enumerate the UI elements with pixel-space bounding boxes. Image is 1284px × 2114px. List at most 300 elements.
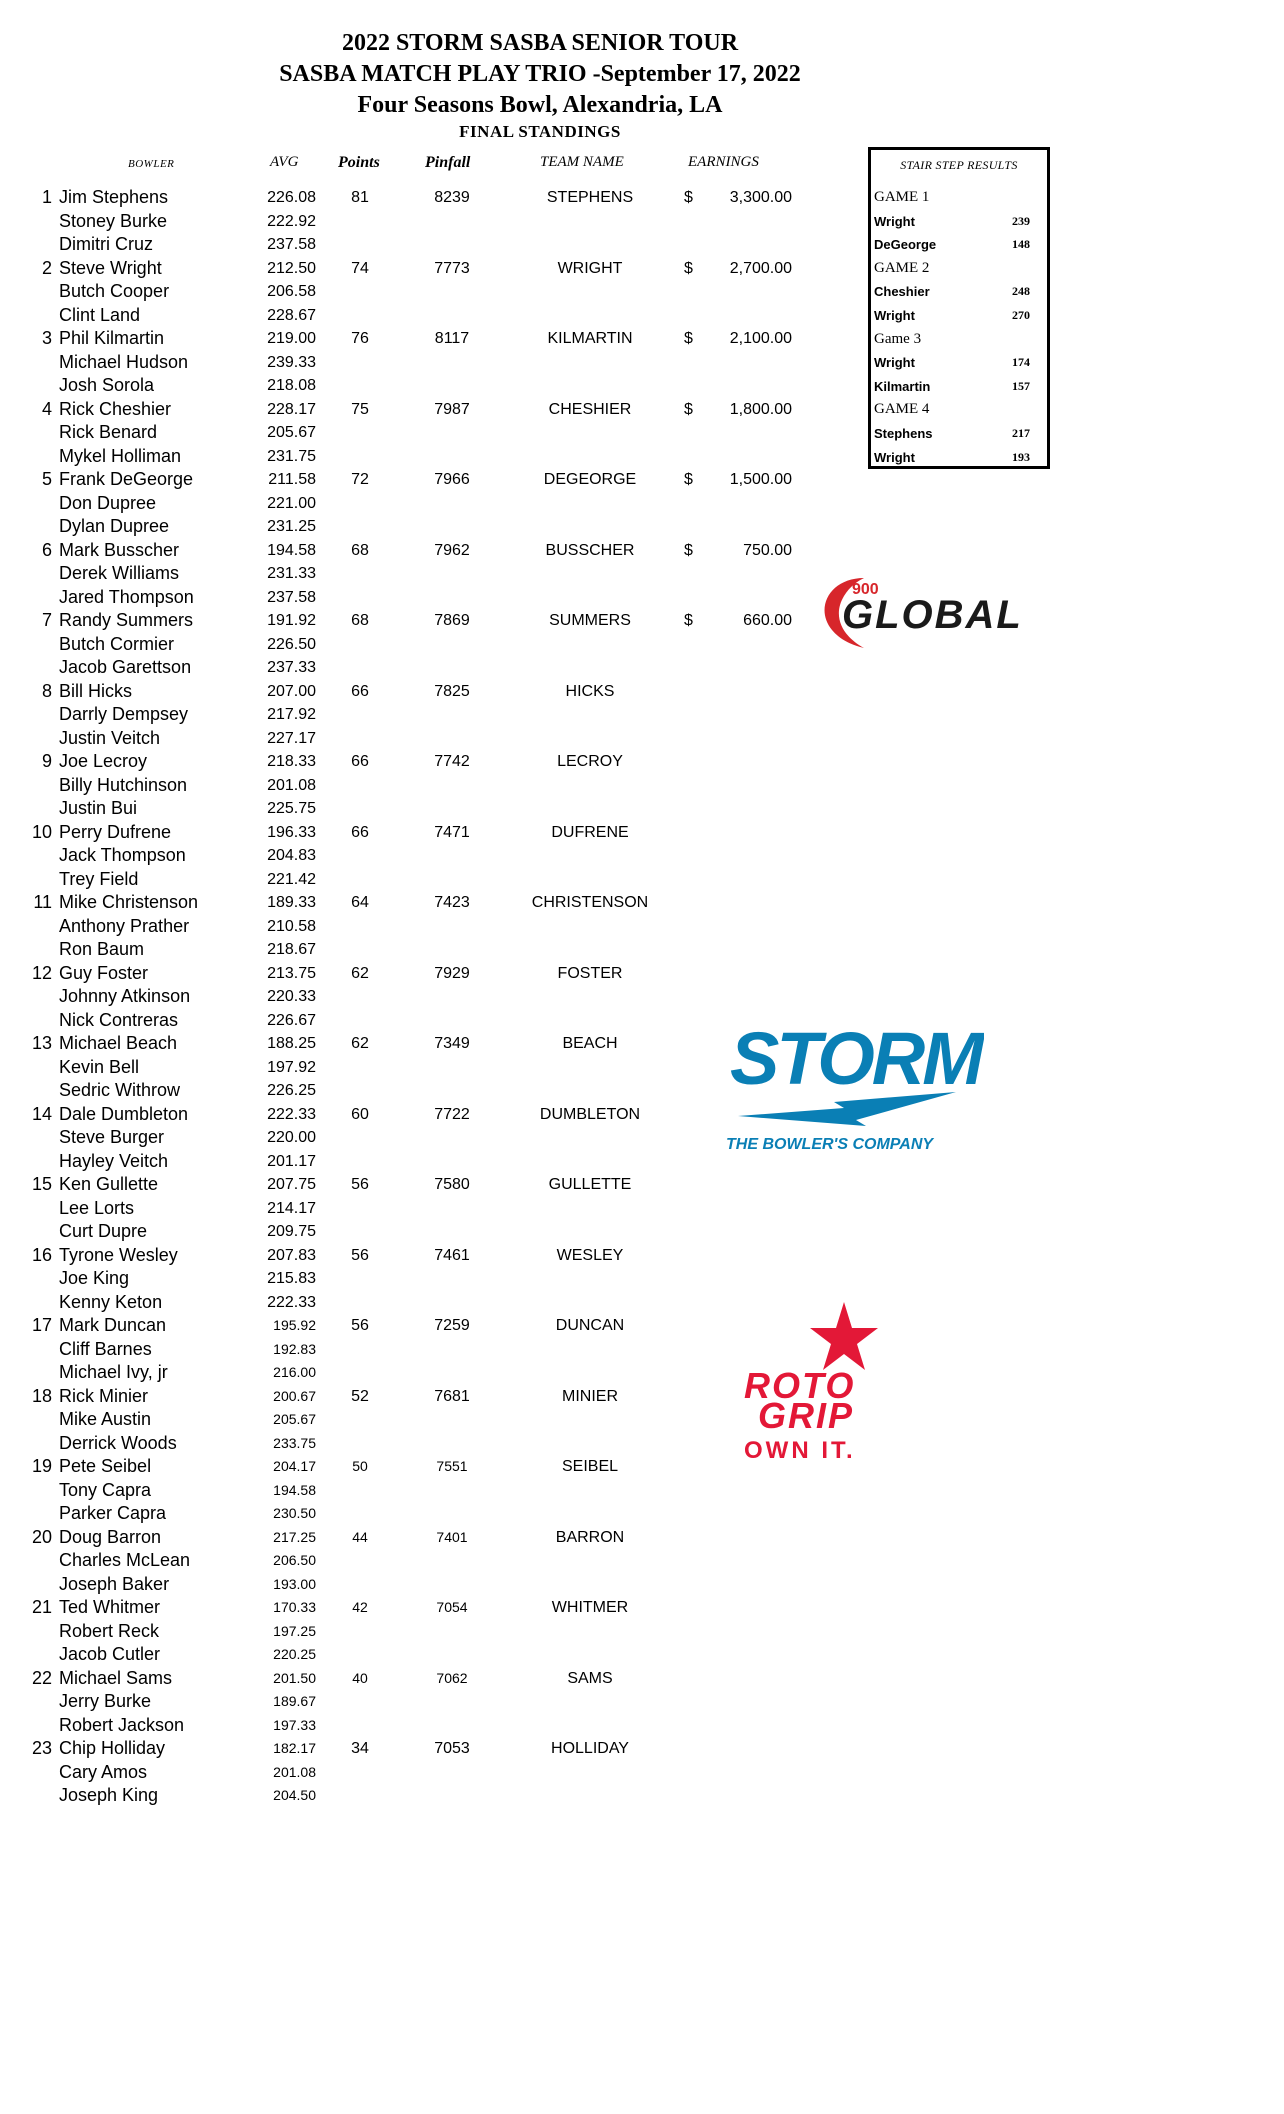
stair-game-score: 157 [1012, 378, 1030, 393]
table-row [0, 1056, 800, 1080]
stair-score-row [871, 446, 1047, 470]
header-points: Points [338, 154, 380, 171]
row-rank: 2 [41, 257, 52, 278]
bowler-average: 222.92 [267, 212, 316, 230]
bowler-average: 226.25 [267, 1082, 316, 1099]
team-name: LECROY [557, 753, 623, 770]
bowler-average: 212.50 [267, 259, 316, 277]
stair-game-label: GAME 2 [874, 259, 930, 276]
stair-score-row [871, 210, 1047, 234]
row-rank: 16 [31, 1244, 52, 1265]
table-row [0, 1784, 800, 1808]
row-rank: 23 [31, 1738, 52, 1758]
table-row [0, 374, 800, 398]
bowler-name: Joseph Baker [59, 1573, 170, 1594]
team-name: FOSTER [557, 964, 623, 982]
bowler-name: Ken Gullette [59, 1174, 159, 1194]
table-row [0, 304, 800, 328]
table-row [0, 515, 800, 539]
bowler-name: Sedric Withrow [59, 1080, 181, 1100]
bowler-average: 189.67 [273, 1693, 316, 1709]
table-row [0, 915, 800, 939]
bowler-name: Kenny Keton [59, 1291, 163, 1312]
team-pinfall: 7966 [434, 471, 470, 488]
table-row [0, 1032, 800, 1056]
table-row [0, 1079, 800, 1103]
table-row [0, 703, 800, 727]
bowler-average: 220.33 [267, 988, 316, 1005]
bowler-name: Anthony Prather [59, 915, 190, 936]
row-rank: 11 [33, 892, 52, 912]
table-row [0, 586, 800, 610]
team-pinfall: 7471 [434, 823, 470, 841]
table-row [0, 351, 800, 375]
stair-game-score: 193 [1012, 449, 1030, 464]
bowler-name: Rick Cheshier [59, 398, 172, 419]
team-points: 66 [351, 753, 369, 770]
bowler-average: 201.08 [273, 1763, 316, 1780]
bowler-average: 225.75 [267, 800, 316, 817]
bowler-average: 237.58 [267, 236, 316, 253]
bowler-name: Chip Holliday [59, 1738, 166, 1758]
team-name: BARRON [555, 1528, 625, 1546]
table-row [0, 1361, 800, 1385]
bowler-average: 204.83 [267, 847, 316, 864]
bowler-name: Justin Veitch [59, 727, 161, 748]
table-row [0, 868, 800, 892]
bowler-average: 207.75 [267, 1176, 316, 1193]
team-name: DUNCAN [555, 1317, 625, 1334]
bowler-average: 192.83 [273, 1340, 316, 1357]
bowler-average: 239.33 [267, 353, 316, 371]
stair-game-label: GAME 4 [874, 401, 930, 418]
bowler-average: 201.17 [267, 1152, 316, 1170]
row-rank: 8 [41, 680, 52, 701]
table-row [0, 797, 800, 821]
bowler-average: 233.75 [273, 1434, 316, 1451]
bowler-average: 188.25 [267, 1035, 316, 1052]
table-row [0, 1643, 800, 1667]
row-rank: 6 [41, 539, 52, 560]
standings-table [0, 186, 800, 1808]
team-points: 81 [351, 189, 369, 206]
team-name: BUSSCHER [545, 541, 635, 559]
bowler-average: 207.00 [267, 682, 316, 700]
team-points: 62 [351, 1035, 369, 1052]
table-row [0, 891, 800, 915]
table-row [0, 962, 800, 986]
bowler-name: Joe Lecroy [59, 751, 148, 771]
bowler-average: 219.00 [267, 330, 316, 347]
bowler-name: Michael Hudson [59, 351, 189, 372]
bowler-name: Ron Baum [59, 939, 145, 959]
bowler-name: Perry Dufrene [59, 821, 172, 842]
earnings-amount: 3,300.00 [729, 189, 792, 206]
row-rank: 5 [41, 469, 52, 489]
team-name: MINIER [562, 1387, 618, 1405]
bowler-average: 193.00 [273, 1575, 316, 1592]
team-name: SEIBEL [561, 1458, 619, 1475]
team-pinfall: 7962 [434, 541, 470, 559]
bowler-name: Cary Amos [59, 1761, 148, 1782]
team-name: GULLETTE [548, 1176, 632, 1193]
earnings-amount: 2,100.00 [729, 330, 792, 347]
team-points: 68 [351, 541, 369, 559]
stair-game-label-row [871, 186, 1047, 210]
bowler-average: 213.75 [267, 964, 316, 982]
bowler-name: Dimitri Cruz [59, 234, 153, 254]
bowler-name: Doug Barron [59, 1526, 162, 1547]
event-title: SASBA MATCH PLAY TRIO -September 17, 2022 [279, 61, 801, 87]
team-name: KILMARTIN [547, 330, 633, 347]
team-pinfall: 7681 [434, 1387, 470, 1405]
bowler-name: Pete Seibel [59, 1456, 152, 1476]
bowler-average: 226.50 [267, 635, 316, 653]
team-points: 56 [351, 1317, 369, 1334]
team-points: 76 [351, 330, 369, 347]
bowler-name: Josh Sorola [59, 375, 155, 395]
team-name: HICKS [565, 682, 615, 700]
table-row [0, 727, 800, 751]
stair-score-row [871, 304, 1047, 328]
team-points: 72 [351, 471, 369, 488]
bowler-average: 182.17 [273, 1740, 316, 1756]
header-earnings: EARNINGS [688, 154, 759, 170]
table-row [0, 1173, 800, 1197]
row-rank: 13 [31, 1033, 52, 1053]
stair-bowler-name: Stephens [874, 425, 933, 441]
bowler-name: Frank DeGeorge [59, 469, 194, 489]
table-row [0, 1291, 800, 1315]
table-row [0, 1220, 800, 1244]
bowler-name: Stoney Burke [59, 210, 168, 231]
bowler-average: 211.58 [268, 471, 316, 488]
table-row [0, 1737, 800, 1761]
stair-game-label-row [871, 257, 1047, 281]
bowler-name: Trey Field [59, 868, 139, 889]
team-name: CHESHIER [548, 400, 632, 418]
bowler-name: Mike Austin [59, 1409, 152, 1429]
roto-grip-logo [740, 1300, 950, 1470]
stair-game-score: 270 [1012, 307, 1030, 322]
table-row [0, 327, 800, 351]
table-row [0, 186, 800, 210]
bowler-name: Rick Benard [59, 422, 158, 442]
row-rank: 15 [31, 1174, 52, 1194]
team-pinfall: 8117 [434, 330, 470, 347]
table-row [0, 421, 800, 445]
bowler-name: Jack Thompson [59, 845, 186, 865]
row-rank: 3 [41, 328, 52, 348]
bowler-name: Johnny Atkinson [59, 986, 191, 1006]
table-row [0, 1408, 800, 1432]
stair-score-row [871, 233, 1047, 257]
stair-bowler-name: Kilmartin [874, 378, 931, 394]
table-row [0, 1009, 800, 1033]
table-row [0, 938, 800, 962]
team-pinfall: 7929 [434, 964, 470, 982]
earnings-amount: 750.00 [743, 541, 792, 559]
earnings-amount: 660.00 [743, 612, 792, 629]
row-rank: 14 [31, 1103, 52, 1124]
team-points: 56 [351, 1246, 369, 1264]
table-row [0, 774, 800, 798]
document-title-block [0, 28, 1080, 143]
bowler-name: Mark Busscher [59, 539, 180, 560]
bowler-average: 221.42 [267, 870, 316, 888]
bowler-name: Lee Lorts [59, 1197, 135, 1218]
bowler-name: Joseph King [59, 1785, 159, 1805]
table-row [0, 1526, 800, 1550]
team-pinfall: 7825 [434, 682, 470, 700]
bowler-average: 210.58 [267, 917, 316, 935]
table-row [0, 1267, 800, 1291]
row-rank: 12 [31, 962, 52, 983]
table-row [0, 1150, 800, 1174]
bowler-average: 189.33 [267, 894, 316, 911]
row-rank: 7 [41, 610, 52, 630]
team-points: 62 [351, 964, 369, 982]
team-pinfall: 7401 [436, 1528, 468, 1545]
bowler-average: 206.58 [267, 283, 316, 300]
table-row [0, 398, 800, 422]
bowler-name: Jacob Cutler [59, 1644, 161, 1664]
row-rank: 10 [31, 821, 52, 842]
bowler-name: Butch Cormier [59, 633, 175, 654]
table-row [0, 1385, 800, 1409]
bowler-average: 196.33 [267, 823, 316, 841]
bowler-name: Hayley Veitch [59, 1150, 169, 1171]
stair-game-score: 217 [1012, 425, 1030, 440]
table-row [0, 492, 800, 516]
bowler-average: 217.25 [273, 1528, 316, 1545]
bowler-name: Don Dupree [59, 492, 157, 513]
bowler-average: 197.33 [273, 1716, 316, 1733]
bowler-average: 195.92 [273, 1317, 316, 1333]
row-rank: 21 [31, 1597, 52, 1617]
row-rank: 19 [31, 1456, 52, 1476]
stair-bowler-name: Cheshier [874, 284, 930, 300]
table-row [0, 210, 800, 234]
bowler-name: Phil Kilmartin [59, 328, 165, 348]
bowler-name: Michael Beach [59, 1033, 178, 1053]
team-name: SAMS [567, 1669, 613, 1687]
team-name: DUFRENE [551, 823, 629, 841]
stair-game-label-row [871, 398, 1047, 422]
bowler-average: 207.83 [267, 1246, 316, 1264]
bowler-name: Dale Dumbleton [59, 1103, 189, 1124]
global-word-text: GLOBAL [842, 593, 1023, 637]
bowler-average: 230.50 [273, 1505, 316, 1521]
bowler-name: Robert Reck [59, 1620, 160, 1641]
bowler-name: Mark Duncan [59, 1315, 167, 1335]
bowler-average: 214.17 [267, 1199, 316, 1217]
bowler-name: Ted Whitmer [59, 1597, 161, 1617]
table-row [0, 1455, 800, 1479]
table-row [0, 1549, 800, 1573]
header-pinfall: Pinfall [425, 154, 471, 171]
bowler-average: 222.33 [267, 1293, 316, 1311]
table-row [0, 1502, 800, 1526]
team-points: 52 [351, 1387, 369, 1405]
bowler-average: 231.33 [267, 565, 316, 582]
table-row [0, 1620, 800, 1644]
bowler-name: Darrly Dempsey [59, 704, 189, 724]
team-pinfall: 7053 [434, 1740, 470, 1757]
table-row [0, 1314, 800, 1338]
bowler-name: Steve Wright [59, 257, 162, 278]
row-rank: 22 [31, 1667, 52, 1688]
table-row [0, 1432, 800, 1456]
bowler-average: 201.08 [267, 776, 316, 794]
bowler-name: Nick Contreras [59, 1009, 179, 1030]
bowler-average: 170.33 [273, 1599, 316, 1615]
roto-word-text: ROTO [744, 1365, 856, 1406]
earnings-currency: $ [684, 400, 693, 418]
stair-game-score: 148 [1012, 237, 1030, 252]
bowler-average: 226.08 [267, 189, 316, 206]
bowler-name: Tyrone Wesley [59, 1244, 178, 1265]
stair-game-score: 174 [1012, 355, 1030, 370]
stair-step-title: STAIR STEP RESULTS [900, 158, 1018, 172]
team-points: 75 [351, 400, 369, 418]
table-row [0, 821, 800, 845]
team-pinfall: 7551 [436, 1458, 468, 1474]
team-pinfall: 7349 [434, 1035, 470, 1052]
stair-game-label-row [871, 328, 1047, 352]
bowler-average: 227.17 [267, 729, 316, 747]
earnings-currency: $ [684, 612, 693, 629]
bowler-average: 206.50 [273, 1552, 316, 1568]
bowler-average: 194.58 [273, 1481, 316, 1498]
team-points: 66 [351, 823, 369, 841]
table-row [0, 280, 800, 304]
team-points: 60 [351, 1105, 369, 1123]
stair-game-score: 239 [1012, 213, 1030, 228]
table-row [0, 844, 800, 868]
table-row [0, 1338, 800, 1362]
bowler-name: Kevin Bell [59, 1056, 140, 1077]
team-pinfall: 7580 [434, 1176, 470, 1193]
table-row [0, 539, 800, 563]
stair-game-score: 248 [1012, 284, 1030, 299]
team-pinfall: 7869 [434, 612, 470, 629]
standings-title: FINAL STANDINGS [459, 122, 621, 141]
roto-tagline-text: OWN IT. [744, 1437, 856, 1464]
team-points: 74 [351, 259, 369, 277]
bowler-average: 222.33 [267, 1105, 316, 1123]
bowler-name: Derek Williams [59, 563, 180, 583]
earnings-currency: $ [684, 471, 693, 488]
stair-bowler-name: Wright [874, 307, 915, 323]
team-name: STEPHENS [546, 189, 634, 206]
team-points: 66 [351, 682, 369, 700]
bowler-average: 218.33 [267, 753, 316, 770]
team-pinfall: 7742 [434, 753, 470, 770]
team-name: DUMBLETON [539, 1105, 641, 1123]
bowler-average: 231.75 [267, 447, 316, 465]
team-points: 42 [352, 1599, 368, 1615]
table-row [0, 257, 800, 281]
storm-tagline-text: THE BOWLER'S COMPANY [726, 1136, 934, 1153]
table-row [0, 1479, 800, 1503]
bowler-name: Jared Thompson [59, 586, 194, 607]
table-row [0, 1714, 800, 1738]
bowler-average: 216.00 [273, 1364, 316, 1380]
storm-word-text: STORM [730, 1017, 981, 1100]
roto-star-icon [810, 1302, 878, 1370]
team-name: WHITMER [551, 1599, 629, 1616]
bowler-name: Clint Land [59, 304, 141, 325]
row-rank: 20 [31, 1526, 52, 1547]
table-row [0, 1103, 800, 1127]
table-row [0, 468, 800, 492]
stair-score-row [871, 422, 1047, 446]
bowler-name: Jim Stephens [59, 187, 169, 207]
team-pinfall: 7987 [434, 400, 470, 418]
bowler-name: Robert Jackson [59, 1714, 185, 1735]
team-pinfall: 8239 [434, 189, 470, 206]
team-name: BEACH [562, 1035, 618, 1052]
team-pinfall: 7062 [436, 1669, 468, 1686]
bowler-average: 201.50 [273, 1669, 316, 1686]
team-points: 50 [352, 1458, 368, 1474]
bowler-average: 209.75 [267, 1223, 316, 1240]
stair-bowler-name: Wright [874, 449, 915, 465]
table-row [0, 562, 800, 586]
table-row [0, 1596, 800, 1620]
bowler-average: 228.67 [267, 306, 316, 324]
header-team-name: TEAM NAME [540, 154, 624, 170]
bowler-average: 197.25 [273, 1622, 316, 1639]
stair-bowler-name: Wright [874, 213, 915, 229]
bowler-average: 237.33 [267, 659, 316, 676]
team-pinfall: 7722 [434, 1105, 470, 1123]
bowler-name: Justin Bui [59, 798, 138, 818]
bowler-name: Michael Ivy, jr [59, 1362, 168, 1382]
bowler-name: Jerry Burke [59, 1691, 152, 1711]
bowler-name: Randy Summers [59, 610, 194, 630]
earnings-currency: $ [684, 189, 693, 206]
team-points: 64 [351, 894, 369, 911]
bowler-name: Parker Capra [59, 1503, 167, 1523]
stair-step-list [871, 186, 1047, 469]
team-name: WESLEY [556, 1246, 624, 1264]
team-points: 44 [352, 1528, 368, 1545]
table-row [0, 445, 800, 469]
team-pinfall: 7259 [434, 1317, 470, 1334]
team-pinfall: 7423 [434, 894, 470, 911]
bowler-average: 237.58 [267, 588, 316, 606]
table-row [0, 680, 800, 704]
bowler-name: Rick Minier [59, 1385, 149, 1406]
table-row [0, 1244, 800, 1268]
bowler-name: Dylan Dupree [59, 516, 170, 536]
bowler-average: 215.83 [267, 1270, 316, 1287]
bowler-name: Jacob Garettson [59, 657, 192, 677]
row-rank: 18 [31, 1385, 52, 1406]
earnings-amount: 1,500.00 [729, 471, 792, 488]
bowler-name: Mykel Holliman [59, 445, 182, 466]
table-row [0, 609, 800, 633]
earnings-currency: $ [684, 541, 693, 559]
bowler-average: 220.00 [267, 1129, 316, 1146]
bowler-average: 205.67 [267, 424, 316, 441]
stair-bowler-name: DeGeorge [874, 237, 937, 253]
team-pinfall: 7773 [434, 259, 470, 277]
storm-logo [724, 1012, 984, 1162]
table-row [0, 1667, 800, 1691]
